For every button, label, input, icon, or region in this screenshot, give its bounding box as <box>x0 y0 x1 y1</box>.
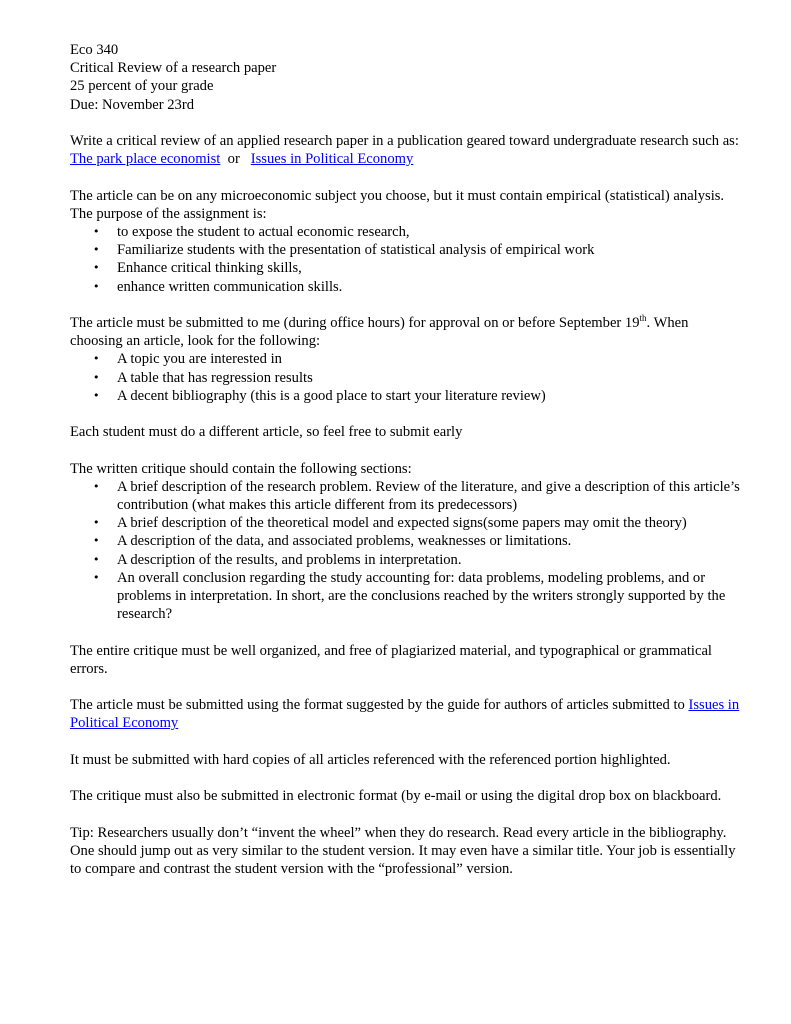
bullet-icon: • <box>93 534 100 548</box>
sections-list <box>70 478 742 624</box>
list-item: • A description of the results, and problems in interpretation. <box>93 551 462 568</box>
list-item: • to expose the student to actual economic research, <box>93 224 410 240</box>
list-item: • A brief description of the research problem. Review of the literature, and give a description of this article’s contribution (what makes this article different from its predecessors) <box>93 478 740 513</box>
purpose-text: The article can be on any microeconomic subject you choose, but it must contain empirical (statistical) analysis. The purpose of the assignment is: <box>70 187 725 222</box>
hard-copies-paragraph: It must be submitted with hard copies of all articles referenced with the referenced portion highlighted. <box>70 751 671 768</box>
document-page <box>70 41 742 896</box>
bullet-icon: • <box>93 370 100 384</box>
bullet-icon: • <box>93 479 100 493</box>
bullet-icon: • <box>93 388 100 402</box>
list-item: • A topic you are interested in <box>93 351 282 368</box>
list-item: • enhance written communication skills. <box>93 278 343 295</box>
header-block <box>70 41 742 114</box>
bullet-icon: • <box>93 352 100 366</box>
bullet-icon: • <box>93 570 100 584</box>
purpose-list <box>70 223 742 296</box>
tip-paragraph: Tip: Researchers usually don’t “invent the wheel” when they do research. Read every article in the bibliography. One should jump out as very similar to the student version. It may even have a similar title. Your job is essentially to compare and contrast the student version with the “professional” version. <box>70 824 736 877</box>
bullet-icon: • <box>93 225 100 238</box>
intro-or: or <box>220 151 251 168</box>
approval-text: The article must be submitted to me (during office hours) for approval on or before September 19th. When choosing an article, look for the following: <box>70 313 689 350</box>
ordinal-suffix: th <box>639 313 647 324</box>
bullet-icon: • <box>93 516 100 530</box>
issues-in-political-economy-format-link[interactable]: Issues in Political Economy <box>70 697 740 732</box>
grade-weight: 25 percent of your grade <box>70 78 214 95</box>
bullet-icon: • <box>93 552 100 566</box>
approval-list <box>70 350 742 405</box>
list-item: • A description of the data, and associated problems, weaknesses or limitations. <box>93 533 572 550</box>
bullet-icon: • <box>93 261 100 275</box>
list-item: • A table that has regression results <box>93 369 313 386</box>
format-paragraph: The article must be submitted using the format suggested by the guide for authors of articles submitted to Issues in Political Economy <box>70 697 740 732</box>
list-item: • A brief description of the theoretical model and expected signs(some papers may omit the theory) <box>93 515 687 532</box>
electronic-paragraph: The critique must also be submitted in electronic format (by e-mail or using the digital drop box on blackboard. <box>70 788 722 805</box>
bullet-icon: • <box>93 243 100 257</box>
list-item: • Enhance critical thinking skills, <box>93 260 302 277</box>
assignment-title: Critical Review of a research paper <box>70 60 277 77</box>
list-item: • Familiarize students with the presentation of statistical analysis of empirical work <box>93 242 595 259</box>
list-item: • An overall conclusion regarding the study accounting for: data problems, modeling problems, and or problems in interpretation. In short, are the conclusions reached by the writers strongly supported by the research? <box>93 569 726 623</box>
sections-text: The written critique should contain the following sections: <box>70 460 412 477</box>
list-item: • A decent bibliography (this is a good place to start your literature review) <box>93 387 546 404</box>
intro-text: Write a critical review of an applied research paper in a publication geared toward undergraduate research such as: <box>70 133 739 149</box>
issues-in-political-economy-link[interactable]: Issues in Political Economy <box>250 151 414 168</box>
park-place-economist-link[interactable]: The park place economist <box>70 151 221 168</box>
sections-section <box>70 460 742 624</box>
organization-paragraph: The entire critique must be well organized, and free of plagiarized material, and typographical or grammatical errors. <box>70 642 712 677</box>
bullet-icon: • <box>93 279 100 293</box>
course-code: Eco 340 <box>70 42 119 58</box>
purpose-section <box>70 187 742 296</box>
approval-section <box>70 314 742 405</box>
intro-paragraph <box>70 132 742 168</box>
different-article-note: Each student must do a different article, so feel free to submit early <box>70 424 463 441</box>
due-date: Due: November 23rd <box>70 96 195 113</box>
